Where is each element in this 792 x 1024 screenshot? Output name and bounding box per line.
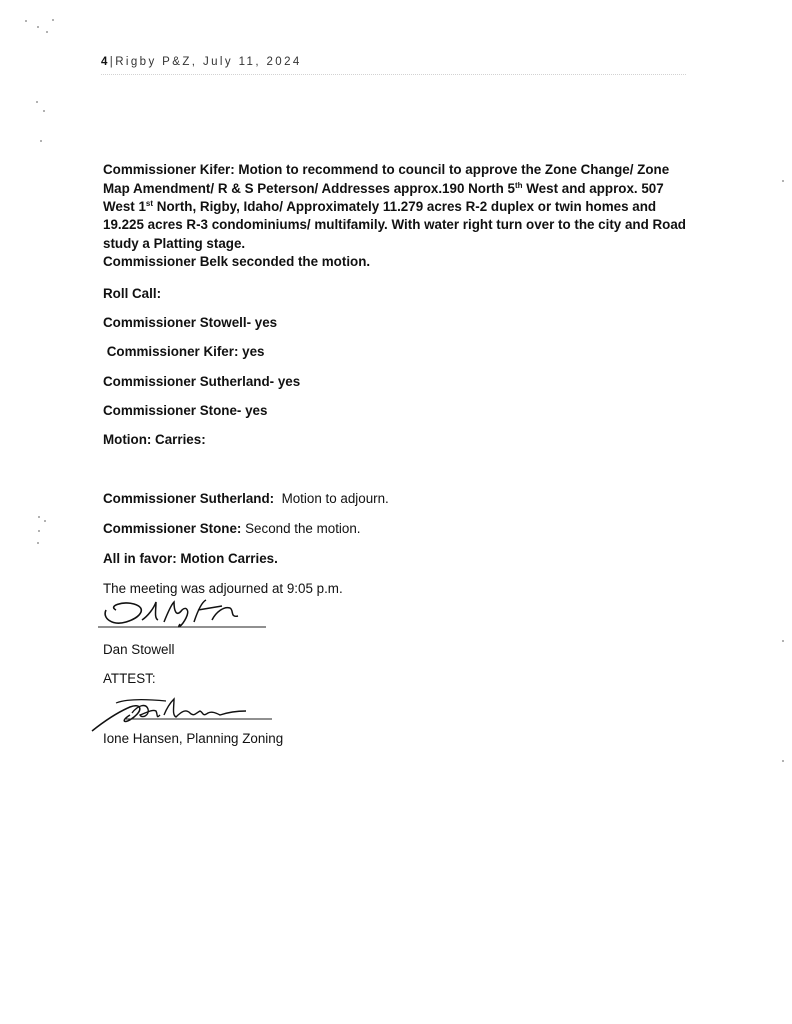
motion-line-2a: Map Amendment/ R & S Peterson/ Addresses approx.190 North 5	[103, 181, 515, 196]
roll-call-vote: Commissioner Sutherland- yes	[103, 374, 301, 389]
roll-call-title: Roll Call:	[103, 286, 162, 301]
scan-speck	[37, 26, 39, 28]
adjourn-motion-speaker: Commissioner Sutherland:	[103, 491, 275, 506]
adjourn-motion	[103, 490, 389, 507]
scan-speck	[40, 140, 42, 142]
scan-speck	[782, 180, 784, 182]
scan-speck	[782, 760, 784, 762]
scan-speck	[782, 640, 784, 642]
scan-speck	[25, 20, 27, 22]
superscript-st: st	[145, 199, 154, 208]
motion-line-1: Commissioner Kifer: Motion to recommend to council to approve the Zone Change/ Zone	[103, 162, 670, 177]
motion-line-3	[103, 198, 656, 215]
scan-speck	[36, 101, 38, 103]
motion-line-3a: West 1	[103, 199, 146, 214]
motion-line-4: 19.225 acres R-3 condominiums/ multifamily. With water right turn over to the city and Road	[103, 217, 686, 232]
roll-call-result: Motion: Carries:	[103, 432, 206, 447]
scan-speck	[38, 530, 40, 532]
adjourn-second	[103, 520, 361, 537]
adjourn-second-speaker: Commissioner Stone:	[103, 521, 242, 536]
attest-label: ATTEST:	[103, 671, 156, 686]
motion-line-2b: West and approx. 507	[522, 181, 664, 196]
adjourn-second-text: Second the motion.	[241, 521, 361, 536]
motion-second: Commissioner Belk seconded the motion.	[103, 254, 371, 269]
clerk-name: Ione Hansen, Planning Zoning	[103, 731, 284, 746]
scan-speck	[52, 19, 54, 21]
meeting-adjourned: The meeting was adjourned at 9:05 p.m.	[103, 581, 343, 596]
page-header	[101, 56, 302, 68]
scan-speck	[38, 516, 40, 518]
roll-call-vote: Commissioner Kifer: yes	[103, 344, 265, 359]
motion-line-3b: North, Rigby, Idaho/ Approximately 11.279 acres R-2 duplex or twin homes and	[153, 199, 657, 214]
adjourn-motion-text: Motion to adjourn.	[274, 491, 389, 506]
scan-speck	[44, 520, 46, 522]
header-separator: |	[109, 56, 116, 68]
motion-line-5: study a Platting stage.	[103, 236, 246, 251]
roll-call-vote: Commissioner Stowell- yes	[103, 315, 278, 330]
chair-name: Dan Stowell	[103, 642, 175, 657]
motion-line-2	[103, 180, 664, 197]
superscript-th: th	[515, 181, 523, 190]
scan-speck	[46, 31, 48, 33]
scan-speck	[37, 542, 39, 544]
header-title: Rigby P&Z, July 11, 2024	[115, 56, 302, 68]
chair-signature-image	[98, 596, 273, 632]
page-number: 4	[101, 56, 110, 68]
scan-speck	[43, 110, 45, 112]
header-divider	[101, 74, 686, 75]
all-in-favor: All in favor: Motion Carries.	[103, 551, 278, 566]
roll-call-vote: Commissioner Stone- yes	[103, 403, 268, 418]
